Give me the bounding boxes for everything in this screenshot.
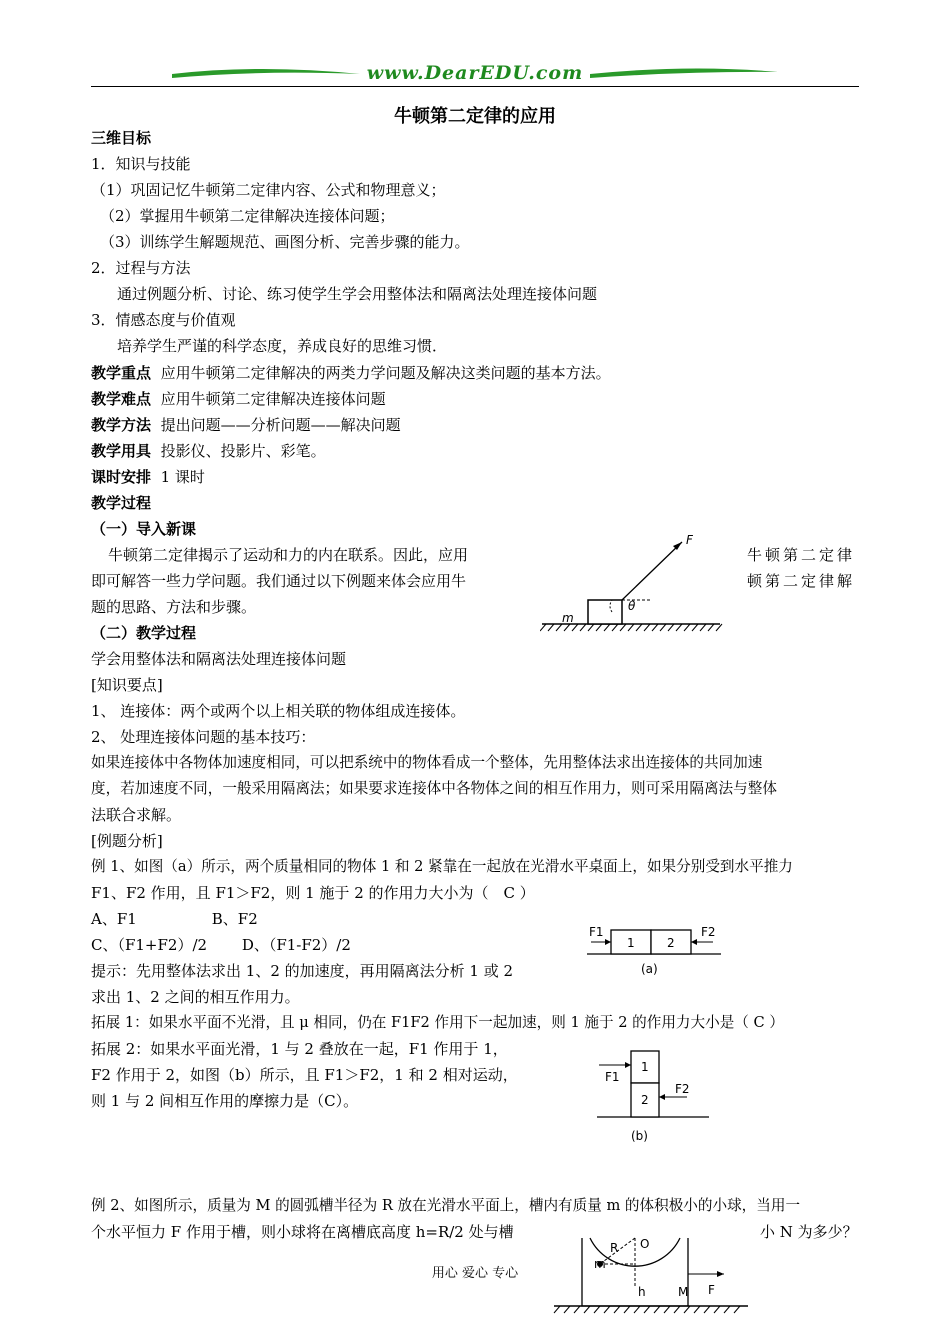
- example-1a: 例 1、如图（a）所示，两个质量相同的物体 1 和 2 紧靠在一起放在光滑水平桌面上，如果分别受到水平推力: [91, 858, 793, 875]
- para-5b: 度，若加速度不同，一般采用隔离法；如果要求连接体中各物体之间的相互作用力，则可采用隔离法与整体: [91, 780, 777, 797]
- key-point: [91, 363, 611, 383]
- label-theta: θ: [628, 599, 636, 613]
- example-1b: F1、F2 作用，且 F1＞F2，则 1 施于 2 的作用力大小为（ C ）: [91, 884, 535, 902]
- time-text: 1 课时: [160, 468, 205, 486]
- intro-heading: （一）导入新课: [91, 520, 197, 538]
- figure-b: [595, 1045, 715, 1145]
- fig-c-m: m: [594, 1257, 606, 1271]
- extension-2a: 拓展 2：如果水平面光滑，1 与 2 叠放在一起，F1 作用于 1，: [91, 1040, 508, 1058]
- goal-1: 1．知识与技能: [91, 155, 191, 173]
- intro-line-2a: 即可解答一些力学问题。我们通过以下例题来体会应用牛: [91, 572, 467, 590]
- method-text: 提出问题——分析问题——解决问题: [160, 416, 401, 434]
- fig-a-F2: F2: [701, 925, 716, 939]
- example-2b-right: 小 N 为多少？: [760, 1223, 858, 1241]
- example-2b-left: 个水平恒力 F 作用于槽，则小球将在离槽底高度 h=R/2 处与槽: [91, 1223, 514, 1241]
- header-rule: [91, 86, 859, 87]
- fig-b-F2: F2: [675, 1082, 690, 1096]
- fig-b-F1: F1: [605, 1070, 620, 1084]
- process-heading: 教学过程: [91, 494, 152, 512]
- para-2: [知识要点]: [91, 676, 163, 694]
- key-label: 教学重点: [91, 364, 152, 382]
- page-title: 牛顿第二定律的应用: [394, 106, 556, 127]
- fig-c-M: M: [678, 1285, 689, 1299]
- para-3: 1、 连接体：两个或两个以上相关联的物体组成连接体。: [91, 702, 466, 720]
- para-5a: 如果连接体中各物体加速度相同，可以把系统中的物体看成一个整体，先用整体法求出连接体的共同加速: [91, 754, 763, 771]
- para-1: 学会用整体法和隔离法处理连接体问题: [91, 650, 347, 668]
- figure-inclined-force: [540, 530, 730, 640]
- goals-heading: 三维目标: [91, 129, 152, 147]
- fig-a-block-1: 1: [627, 936, 635, 950]
- goal-1-2: （2）掌握用牛顿第二定律解决连接体问题；: [100, 207, 395, 225]
- time-label: 课时安排: [91, 468, 152, 486]
- method: [91, 415, 401, 435]
- intro-line-1b: 牛顿第二定律: [747, 546, 856, 564]
- fig-c-O: O: [640, 1237, 650, 1251]
- intro-line-1a: 牛顿第二定律揭示了运动和力的内在联系。因此，应用: [108, 546, 469, 564]
- intro-line-2b: 顿第二定律解: [747, 572, 856, 590]
- tools-label: 教学用具: [91, 442, 152, 460]
- figure-a: [585, 920, 725, 980]
- label-m: m: [562, 611, 574, 625]
- intro-line-3: 题的思路、方法和步骤。: [91, 598, 257, 616]
- hint-1: 提示：先用整体法求出 1、2 的加速度，再用隔离法分析 1 或 2: [91, 962, 514, 980]
- diff-text: 应用牛顿第二定律解决连接体问题: [160, 390, 386, 408]
- tools-text: 投影仪、投影片、彩笔。: [160, 442, 326, 460]
- difficulty: [91, 389, 386, 409]
- fig-a-block-2: 2: [667, 936, 675, 950]
- block-m: [588, 600, 622, 624]
- example-2a: 例 2、如图所示，质量为 M 的圆弧槽半径为 R 放在光滑水平面上，槽内有质量 m 的体积极小的小球，当用一: [91, 1197, 801, 1214]
- goal-3-1: 培养学生严谨的科学态度，养成良好的思维习惯．: [117, 337, 448, 355]
- para-5c: 法联合求解。: [91, 806, 182, 824]
- fig-b-block-2: 2: [641, 1093, 649, 1107]
- fig-b-block-1: 1: [641, 1060, 649, 1074]
- tools: [91, 441, 326, 461]
- hint-2: 求出 1、2 之间的相互作用力。: [91, 988, 300, 1006]
- fig-c-F: F: [708, 1283, 715, 1297]
- diff-label: 教学难点: [91, 390, 152, 408]
- para-4: 2、 处理连接体问题的基本技巧：: [91, 728, 316, 746]
- goal-2-1: 通过例题分析、讨论、练习使学生学会用整体法和隔离法处理连接体问题: [117, 285, 598, 303]
- extension-1: 拓展 1：如果水平面不光滑，且 μ 相同，仍在 F1F2 作用下一起加速，则 1 施于 2 的作用力大小是（ C ）: [91, 1014, 784, 1031]
- para-6: [例题分析]: [91, 832, 163, 850]
- fig-a-F1: F1: [589, 925, 604, 939]
- key-text: 应用牛顿第二定律解决的两类力学问题及解决这类问题的基本方法。: [160, 364, 611, 382]
- fig-a-caption: (a): [641, 962, 658, 976]
- proc2-heading: （二）教学过程: [91, 624, 197, 642]
- goal-1-1: （1）巩固记忆牛顿第二定律内容、公式和物理意义；: [91, 181, 446, 199]
- goal-3: 3．情感态度与价值观: [91, 311, 236, 329]
- logo-text: www.DearEDU.com: [366, 62, 584, 84]
- options-cd: C、（F1+F2）/2 D、（F1-F2）/2: [91, 936, 351, 954]
- page-footer: 用心 爱心 专心: [431, 1266, 519, 1281]
- method-label: 教学方法: [91, 416, 152, 434]
- goal-2: 2．过程与方法: [91, 259, 191, 277]
- extension-2b: F2 作用于 2，如图（b）所示，且 F1＞F2，1 和 2 相对运动，: [91, 1066, 518, 1084]
- extension-2c: 则 1 与 2 间相互作用的摩擦力是（C）。: [91, 1092, 359, 1110]
- label-F: F: [686, 533, 693, 547]
- options-ab: A、F1 B、F2: [91, 910, 258, 928]
- header-logo: [0, 62, 950, 84]
- goal-1-3: （3）训练学生解题规范、画图分析、完善步骤的能力。: [100, 233, 470, 251]
- fig-c-R: R: [610, 1241, 619, 1255]
- fig-c-h: h: [638, 1285, 646, 1299]
- fig-b-caption: (b): [631, 1129, 648, 1143]
- schedule: [91, 467, 205, 487]
